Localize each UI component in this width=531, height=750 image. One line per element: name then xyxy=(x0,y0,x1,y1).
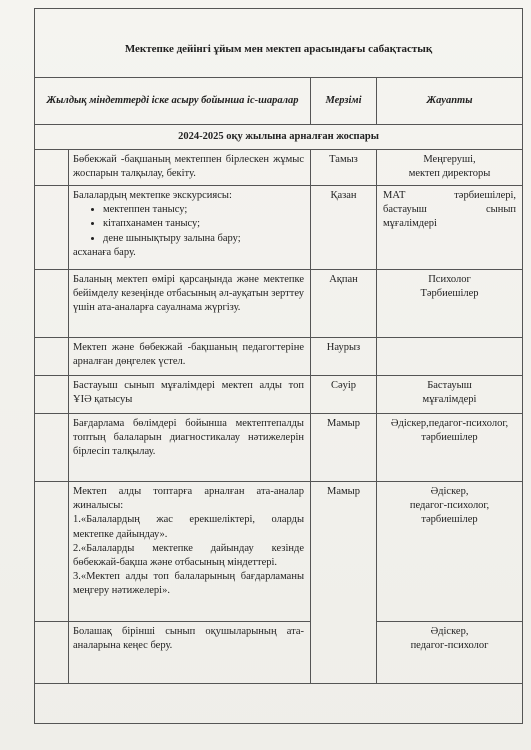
term-cell: Ақпан xyxy=(311,270,377,338)
list-item: • кітапханамен танысу; xyxy=(103,217,304,231)
table-row xyxy=(35,186,523,270)
empty-cell xyxy=(35,684,523,724)
responsible-line: Әдіскер, xyxy=(430,626,469,637)
table-row xyxy=(35,414,523,482)
responsible-line: Тәрбиешілер xyxy=(420,288,479,300)
year-row xyxy=(35,125,523,150)
activity-cell: Болашақ бірінші сынып оқушыларының ата-аналарына кеңес беру. xyxy=(69,622,311,684)
activity-line: 1.«Балалардың жас ерекшеліктері, оларды мектепке дайындау». xyxy=(73,514,304,540)
responsible-cell xyxy=(377,338,523,376)
responsible-line: тәрбиешілер xyxy=(421,514,478,526)
responsible-line: Әдіскер, xyxy=(430,486,469,497)
activity-outro: асханаға бару. xyxy=(73,246,136,258)
row-gap-cell xyxy=(35,622,69,684)
term-cell: Мамыр xyxy=(311,482,377,684)
row-gap-cell xyxy=(35,270,69,338)
responsible-cell xyxy=(377,482,523,622)
responsible-cell xyxy=(377,622,523,684)
activity-cell xyxy=(69,186,311,270)
responsible-cell xyxy=(377,270,523,338)
term-cell: Тамыз xyxy=(311,150,377,186)
row-gap-cell xyxy=(35,186,69,270)
empty-row xyxy=(35,684,523,724)
responsible-cell xyxy=(377,150,523,186)
table-row xyxy=(35,376,523,414)
list-item: • дене шынықтыру залына бару; xyxy=(103,232,304,246)
row-gap-cell xyxy=(35,376,69,414)
header-term: Мерзімі xyxy=(311,78,377,125)
activity-intro: Балалардың мектепке экскурсиясы: xyxy=(73,190,232,201)
activity-cell: Баланың мектеп өмірі қарсаңында және мектепке бейімделу кезеңінде отбасының әл-ауқатын зерттеу үшін ата-аналарға сауалнама жүргізу. xyxy=(69,270,311,338)
activity-cell: Мектеп және бөбекжай -бақшаның педагогтеріне арналған дөңгелек үстел. xyxy=(69,338,311,376)
header-activity: Жылдық міндеттерді іске асыру бойынша іс-шаралар xyxy=(35,78,311,125)
list-item: • мектеппен танысу; xyxy=(103,203,304,217)
activity-cell xyxy=(69,482,311,622)
plan-table xyxy=(34,8,523,724)
responsible-line: мұғалімдері xyxy=(422,394,477,406)
responsible-line: Меңгеруші, xyxy=(423,154,476,165)
table-row xyxy=(35,150,523,186)
header-row xyxy=(35,78,523,125)
activity-line: 2.«Балаларды мектепке дайындау кезінде бөбекжай-бақша және отбасының міндеттері. xyxy=(73,542,304,568)
table-row xyxy=(35,270,523,338)
row-gap-cell xyxy=(35,150,69,186)
responsible-line: педагог-психолог, xyxy=(409,500,490,512)
document-title: Мектепке дейінгі ұйым мен мектеп арасындағы сабақтастық xyxy=(35,9,523,78)
activity-line: 3.«Мектеп алды топ балаларының бағдарламаны меңгеру нәтижелері». xyxy=(73,571,304,597)
term-cell: Наурыз xyxy=(311,338,377,376)
responsible-line: Бастауыш xyxy=(427,380,472,391)
responsible-line: мектеп директоры xyxy=(408,168,491,180)
responsible-cell: МАТ тәрбиешілері, бастауыш сынып мұғалімдері xyxy=(377,186,523,270)
responsible-line: Әдіскер,педагог-психолог, xyxy=(390,418,509,429)
responsible-line: педагог-психолог xyxy=(410,640,489,652)
row-gap-cell xyxy=(35,482,69,622)
activity-bullets xyxy=(73,203,304,246)
row-gap-cell xyxy=(35,338,69,376)
header-responsible: Жауапты xyxy=(377,78,523,125)
table-row xyxy=(35,482,523,622)
responsible-line: тәрбиешілер xyxy=(421,432,478,444)
responsible-cell xyxy=(377,414,523,482)
row-gap-cell xyxy=(35,414,69,482)
activity-line: Мектеп алды топтарға арналған ата-аналар жиналысы: xyxy=(73,486,304,512)
year-title: 2024-2025 оқу жылына арналған жоспары xyxy=(35,125,523,150)
activity-cell: Бөбекжай -бақшаның мектеппен бірлескен жұмыс жоспарын талқылау, бекіту. xyxy=(69,150,311,186)
activity-cell: Бастауыш сынып мұғалімдері мектеп алды топ ҰІӘ қатысуы xyxy=(69,376,311,414)
term-cell: Сәуір xyxy=(311,376,377,414)
term-cell: Мамыр xyxy=(311,414,377,482)
responsible-cell xyxy=(377,376,523,414)
table-row xyxy=(35,622,523,684)
responsible-line: Психолог xyxy=(428,274,471,285)
activity-cell: Бағдарлама бөлімдері бойынша мектептепалды топтың балаларын диагностикалау нәтижелерін бірлесіп талқылау. xyxy=(69,414,311,482)
term-cell: Қазан xyxy=(311,186,377,270)
table-row xyxy=(35,338,523,376)
